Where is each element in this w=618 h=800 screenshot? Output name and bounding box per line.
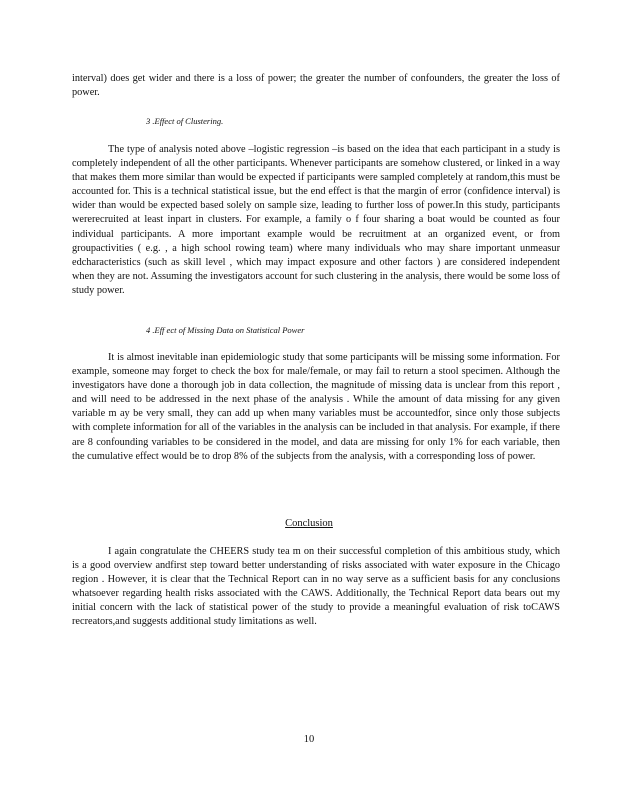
conclusion-heading — [0, 518, 618, 529]
intro-paragraph: interval) does get wider and there is a loss of power; the greater the number of confounders, the greater the loss of power. — [72, 73, 560, 99]
conclusion-heading-text: Conclusion — [285, 518, 333, 529]
conclusion-paragraph: I again congratulate the CHEERS study tea m on their successful completion of this ambitious study, which is a good overview andfirst step toward better understanding of risks associated with water exposure in the Chicago region . However, it is clear that the Technical Report can in no way serve as a sufficient basis for any conclusions whatsoever regarding health risks associated with the CAWS. Additionally, the Technical Report data bears out my initial concern with the lack of statistical power of the study to provide a meaningful evaluation of risk toCAWS recreators,and suggests additional study limitations as well. — [72, 546, 560, 628]
section-heading-clustering: 3 .Effect of Clustering. — [146, 116, 224, 126]
missing-data-paragraph: It is almost inevitable inan epidemiologic study that some participants will be missing some information. For example, someone may forget to check the box for male/female, or may fail to return a stool specimen. Although the investigators have done a thorough job in data collection, the magnitude of missing data is unclear from this report , and will need to be addressed in the next phase of the analysis . While the amount of data missing for any given variable m ay be very small, they can add up when many variables must be accountedfor, since only those subjects with complete information for all of the variables in the analysis can be included in that analysis. For example, if there are 8 confounding variables to be considered in the model, and data are missing for only 1% for each variable, then the cumulative effect would be to drop 8% of the subjects from the analysis, with a corresponding loss of power. — [72, 352, 560, 462]
page-number: 10 — [303, 734, 315, 745]
section-heading-missing-data: 4 .Eff ect of Missing Data on Statistical Power — [146, 325, 305, 335]
clustering-paragraph: The type of analysis noted above –logistic regression –is based on the idea that each participant in a study is completely independent of all the other participants. Whenever participants are somehow clustered, or linked in a way that makes them more similar than would be expected if participants were sampled completely at random,this must be accounted for. This is a technical statistical issue, but the end effect is that the margin of error (confidence interval) is wider than would be expected based solely on sample size, leading to further loss of power.In this study, participants wererecruited at least inpart in clusters. For example, a family o f four sharing a boat would be counted as four individual participants. A more important example would be recruitment at an organized event, or from groupactivities ( e.g. , a high school rowing team) where many individuals who may share important unmeasur edcharacteristics (such as skill level , which may impact exposure and other factors ) are considered independent when they are not. Assuming the investigators account for such clustering in the analysis, there would be some loss of study power. — [72, 144, 560, 296]
